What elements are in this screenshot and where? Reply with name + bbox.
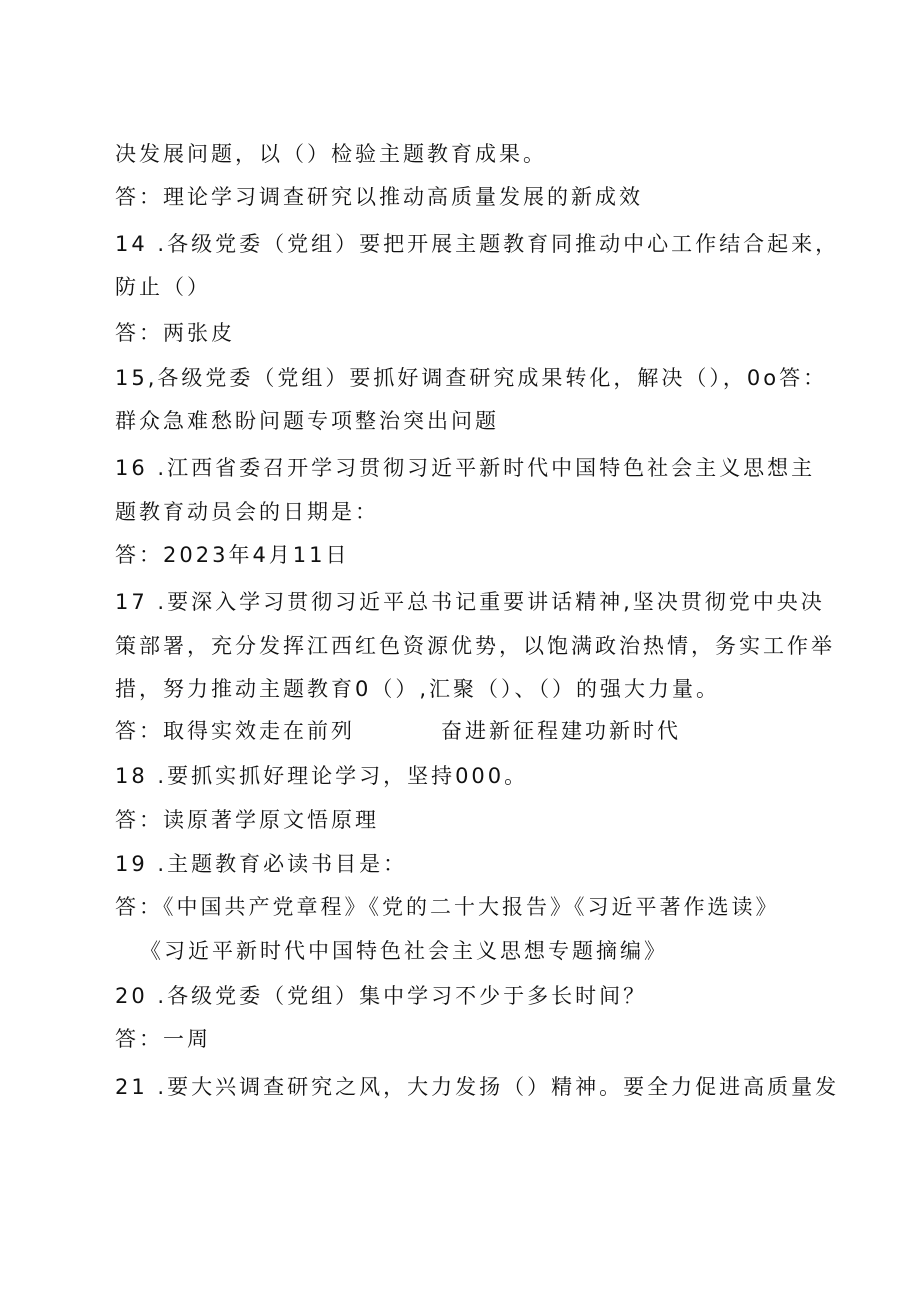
question-line: 16 .江西省委召开学习贯彻习近平新时代中国特色社会主义思想主 — [115, 456, 816, 480]
answer-part-2: 奋进新征程建功新时代 — [441, 719, 681, 743]
text-line: 防止（） — [115, 275, 211, 299]
text-line: 策部署，充分发挥江西红色资源优势，以饱满政治热情，务实工作举 — [115, 634, 835, 658]
question-line: 19 .主题教育必读书目是： — [115, 852, 408, 876]
text-line: 题教育动员会的日期是： — [115, 500, 379, 524]
text-line: 措，努力推动主题教育0（）,汇聚（）、（）的强大力量。 — [115, 677, 721, 701]
answer-line: 答：理论学习调查研究以推动高质量发展的新成效 — [115, 185, 643, 209]
question-line: 20 .各级党委（党组）集中学习不少于多长时间？ — [115, 984, 648, 1008]
answer-line — [115, 717, 681, 745]
text-line: 决发展问题，以（）检验主题教育成果。 — [115, 142, 547, 166]
question-line: 14 .各级党委（党组）要把开展主题教育同推动中心工作结合起来， — [115, 232, 840, 256]
question-line: 21 .要大兴调查研究之风，大力发扬（）精神。要全力促进高质量发 — [115, 1075, 840, 1099]
answer-line: 答：2023年4月11日 — [115, 543, 350, 567]
answer-line: 答：两张皮 — [115, 321, 235, 345]
answer-part-1: 答：取得实效走在前列 — [115, 719, 355, 743]
question-line: 18 .要抓实抓好理论学习，坚持000。 — [115, 764, 529, 788]
answer-line: 答：读原著学原文悟原理 — [115, 808, 379, 832]
question-line: 17 .要深入学习贯彻习近平总书记重要讲话精神,坚决贯彻党中央决 — [115, 590, 825, 614]
answer-line: 答：一周 — [115, 1027, 211, 1051]
text-line: 群众急难愁盼问题专项整治突出问题 — [115, 409, 499, 433]
text-line: 《习近平新时代中国特色社会主义思想专题摘编》 — [140, 939, 668, 963]
answer-line: 答：《中国共产党章程》《党的二十大报告》《习近平著作选读》 — [115, 895, 780, 919]
question-line: 15,各级党委（党组）要抓好调查研究成果转化，解决（），0o答： — [115, 366, 828, 390]
